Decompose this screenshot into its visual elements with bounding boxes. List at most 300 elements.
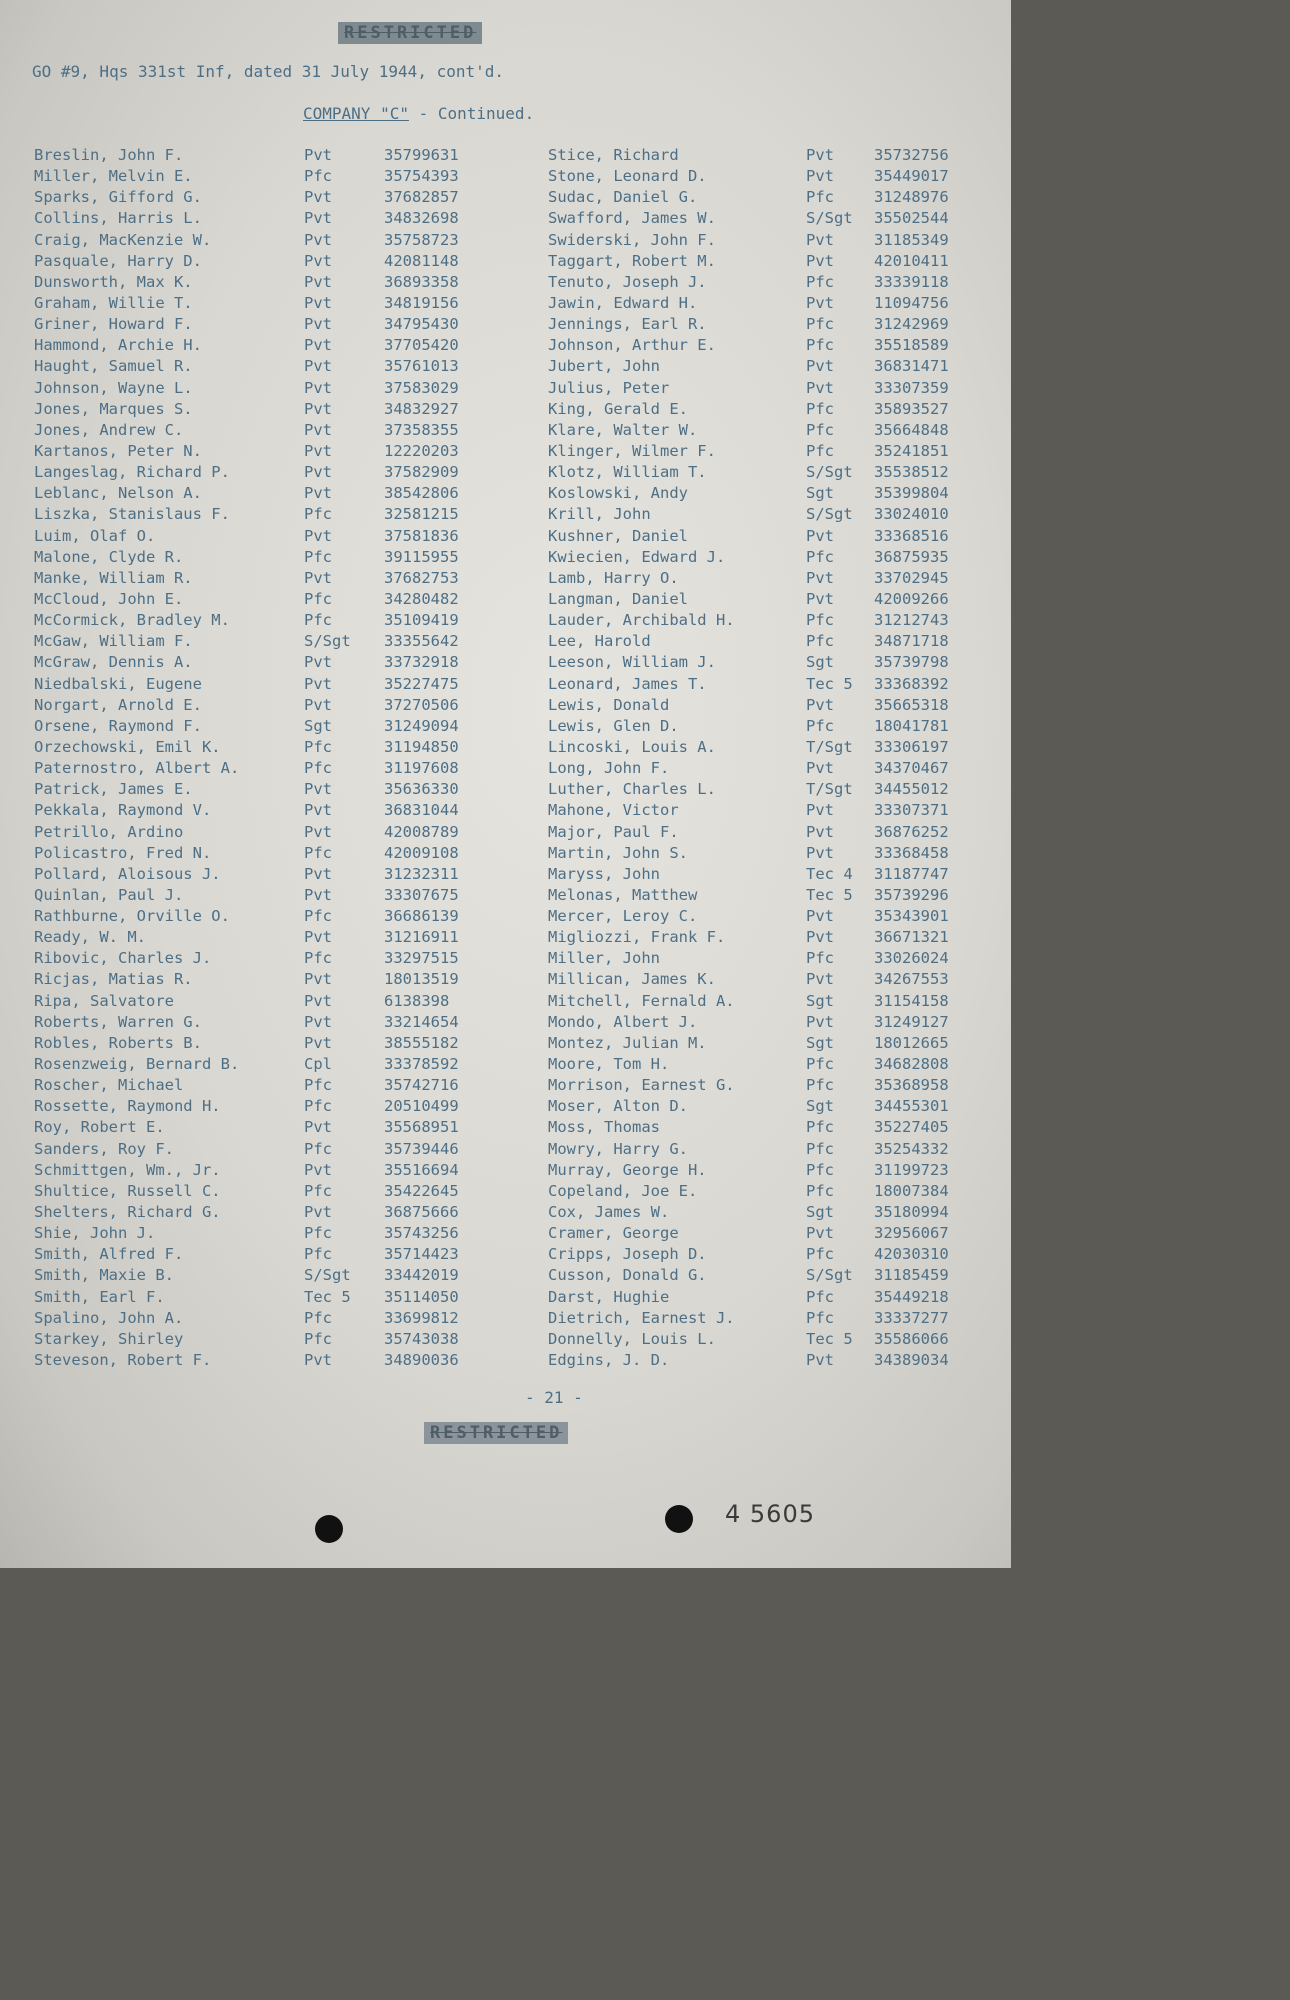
rank: Tec 4	[806, 864, 853, 883]
soldier-name: Major, Paul F.	[548, 822, 679, 841]
roster-row	[34, 336, 504, 357]
soldier-name: Dunsworth, Max K.	[34, 272, 193, 291]
rank: Pfc	[806, 441, 834, 460]
roster-row	[548, 611, 980, 632]
serial-number: 35799631	[384, 146, 459, 164]
roster-row	[34, 611, 504, 632]
soldier-name: Hammond, Archie H.	[34, 336, 202, 355]
roster-row	[548, 209, 980, 230]
roster-row	[34, 548, 504, 569]
rank: Pvt	[304, 1203, 332, 1222]
roster-row	[548, 801, 980, 822]
serial-number: 34389034	[874, 1351, 949, 1370]
soldier-name: Smith, Alfred F.	[34, 1245, 184, 1264]
rank: T/Sgt	[806, 737, 853, 756]
soldier-name: Luther, Charles L.	[548, 780, 716, 799]
serial-number: 37682753	[384, 568, 459, 587]
soldier-name: Langman, Daniel	[548, 589, 688, 608]
roster-row	[548, 780, 980, 801]
soldier-name: McGraw, Dennis A.	[34, 653, 193, 672]
restricted-stamp-bottom: RESTRICTED	[424, 1422, 568, 1444]
soldier-name: Steveson, Robert F.	[34, 1351, 212, 1370]
serial-number: 35714423	[384, 1245, 459, 1264]
roster-row	[34, 1013, 504, 1034]
roster-row	[548, 1097, 980, 1118]
serial-number: 35664848	[874, 420, 949, 439]
rank: Pvt	[304, 780, 332, 799]
rank: Pfc	[304, 949, 332, 968]
soldier-name: Mitchell, Fernald A.	[548, 991, 735, 1010]
rank: Pvt	[304, 336, 332, 355]
serial-number: 42009266	[874, 589, 949, 608]
soldier-name: Krill, John	[548, 505, 651, 524]
roster-row	[34, 1034, 504, 1055]
soldier-name: Manke, William R.	[34, 568, 193, 587]
soldier-name: Moore, Tom H.	[548, 1055, 670, 1074]
roster-row	[34, 527, 504, 548]
soldier-name: Paternostro, Albert A.	[34, 759, 240, 778]
serial-number: 35742716	[384, 1076, 459, 1095]
roster-row	[34, 421, 504, 442]
serial-number: 31185459	[874, 1266, 949, 1285]
serial-number: 39115955	[384, 547, 459, 566]
serial-number: 32956067	[874, 1224, 949, 1243]
roster-row	[34, 569, 504, 590]
serial-number: 33702945	[874, 568, 949, 587]
serial-number: 35739296	[874, 885, 949, 904]
rank: Pvt	[806, 568, 834, 587]
soldier-name: Millican, James K.	[548, 970, 716, 989]
serial-number: 34795430	[384, 315, 459, 334]
rank: Pvt	[304, 864, 332, 883]
soldier-name: Cripps, Joseph D.	[548, 1245, 707, 1264]
roster-row	[548, 167, 980, 188]
roster-row	[548, 970, 980, 991]
serial-number: 35586066	[874, 1329, 949, 1348]
serial-number: 33442019	[384, 1266, 459, 1285]
serial-number: 38542806	[384, 484, 459, 503]
serial-number: 37682857	[384, 188, 459, 207]
soldier-name: Leblanc, Nelson A.	[34, 484, 202, 503]
serial-number: 34455012	[874, 780, 949, 799]
rank: Pfc	[806, 949, 834, 968]
soldier-name: Breslin, John F.	[34, 146, 184, 164]
rank: Pvt	[304, 1012, 332, 1031]
soldier-name: Jones, Marques S.	[34, 399, 193, 418]
serial-number: 32581215	[384, 505, 459, 524]
roster-row	[34, 653, 504, 674]
soldier-name: Kartanos, Peter N.	[34, 441, 202, 460]
serial-number: 35399804	[874, 484, 949, 503]
roster-row	[548, 1351, 980, 1372]
roster-row	[34, 992, 504, 1013]
serial-number: 34682808	[874, 1055, 949, 1074]
soldier-name: Graham, Willie T.	[34, 293, 193, 312]
roster-row	[548, 738, 980, 759]
rank: Pvt	[304, 1160, 332, 1179]
soldier-name: Niedbalski, Eugene	[34, 674, 202, 693]
rank: Pvt	[304, 357, 332, 376]
rank: Pfc	[304, 1329, 332, 1348]
rank: Pfc	[304, 1224, 332, 1243]
rank: Pvt	[304, 146, 332, 164]
serial-number: 35761013	[384, 357, 459, 376]
serial-number: 34832927	[384, 399, 459, 418]
serial-number: 35343901	[874, 907, 949, 926]
rank: Pvt	[806, 357, 834, 376]
roster-row	[548, 949, 980, 970]
soldier-name: Cox, James W.	[548, 1203, 670, 1222]
serial-number: 35516694	[384, 1160, 459, 1179]
serial-number: 35518589	[874, 336, 949, 355]
rank: S/Sgt	[806, 505, 853, 524]
roster-row	[34, 273, 504, 294]
roster-row	[548, 1245, 980, 1266]
soldier-name: Malone, Clyde R.	[34, 547, 184, 566]
rank: Pvt	[806, 1224, 834, 1243]
serial-number: 35241851	[874, 441, 949, 460]
rank: Pfc	[806, 716, 834, 735]
serial-number: 42008789	[384, 822, 459, 841]
roster-row	[34, 1203, 504, 1224]
serial-number: 33307675	[384, 885, 459, 904]
roster-row	[34, 1288, 504, 1309]
serial-number: 35739446	[384, 1139, 459, 1158]
roster-row	[34, 1140, 504, 1161]
rank: Pvt	[304, 1033, 332, 1052]
soldier-name: Shie, John J.	[34, 1224, 156, 1243]
rank: Pvt	[304, 420, 332, 439]
roster-row	[548, 653, 980, 674]
soldier-name: Julius, Peter	[548, 378, 670, 397]
rank: Pfc	[806, 547, 834, 566]
soldier-name: Norgart, Arnold E.	[34, 695, 202, 714]
roster-row	[34, 759, 504, 780]
soldier-name: Rathburne, Orville O.	[34, 907, 230, 926]
roster-row	[548, 632, 980, 653]
soldier-name: Miller, John	[548, 949, 660, 968]
soldier-name: Petrillo, Ardino	[34, 822, 184, 841]
soldier-name: Liszka, Stanislaus F.	[34, 505, 230, 524]
soldier-name: Johnson, Wayne L.	[34, 378, 193, 397]
roster-row	[548, 759, 980, 780]
rank: Pfc	[304, 1076, 332, 1095]
soldier-name: Lauder, Archibald H.	[548, 611, 735, 630]
rank: Pvt	[806, 843, 834, 862]
roster-row	[34, 1224, 504, 1245]
rank: Pfc	[806, 1181, 834, 1200]
rank: Sgt	[806, 653, 834, 672]
rank: S/Sgt	[304, 1266, 351, 1285]
roster-row	[34, 252, 504, 273]
roster-row	[548, 231, 980, 252]
serial-number: 35227405	[874, 1118, 949, 1137]
serial-number: 33307371	[874, 801, 949, 820]
roster-row	[34, 780, 504, 801]
rank: Pvt	[806, 1351, 834, 1370]
serial-number: 20510499	[384, 1097, 459, 1116]
rank: Pvt	[304, 526, 332, 545]
rank: Tec 5	[806, 674, 853, 693]
soldier-name: Moss, Thomas	[548, 1118, 660, 1137]
roster-row	[548, 696, 980, 717]
rank: Pvt	[304, 653, 332, 672]
rank: Tec 5	[304, 1287, 351, 1306]
roster-row	[34, 865, 504, 886]
roster-row	[34, 315, 504, 336]
soldier-name: Smith, Earl F.	[34, 1287, 165, 1306]
rank: Pfc	[806, 272, 834, 291]
roster-row	[34, 1309, 504, 1330]
soldier-name: Ribovic, Charles J.	[34, 949, 212, 968]
soldier-name: Ricjas, Matias R.	[34, 970, 193, 989]
rank: Pfc	[304, 1181, 332, 1200]
serial-number: 33732918	[384, 653, 459, 672]
roster-row	[34, 442, 504, 463]
serial-number: 35665318	[874, 695, 949, 714]
serial-number: 35227475	[384, 674, 459, 693]
roster-left-column	[34, 146, 504, 1372]
rank: Pvt	[806, 759, 834, 778]
serial-number: 31194850	[384, 737, 459, 756]
soldier-name: Ripa, Salvatore	[34, 991, 174, 1010]
roster-row	[548, 400, 980, 421]
soldier-name: Orsene, Raymond F.	[34, 716, 202, 735]
soldier-name: Mowry, Harry G.	[548, 1139, 688, 1158]
soldier-name: Lee, Harold	[548, 632, 651, 651]
roster-row	[548, 1203, 980, 1224]
rank: Pvt	[304, 885, 332, 904]
soldier-name: Patrick, James E.	[34, 780, 193, 799]
serial-number: 18012665	[874, 1033, 949, 1052]
roster-row	[34, 379, 504, 400]
serial-number: 34871718	[874, 632, 949, 651]
rank: Pfc	[806, 1245, 834, 1264]
roster-row	[34, 1097, 504, 1118]
soldier-name: Maryss, John	[548, 864, 660, 883]
soldier-name: Collins, Harris L.	[34, 209, 202, 228]
roster-row	[548, 379, 980, 400]
soldier-name: Jennings, Earl R.	[548, 315, 707, 334]
soldier-name: King, Gerald E.	[548, 399, 688, 418]
soldier-name: Moser, Alton D.	[548, 1097, 688, 1116]
soldier-name: Klotz, William T.	[548, 463, 707, 482]
serial-number: 31249127	[874, 1012, 949, 1031]
soldier-name: Roy, Robert E.	[34, 1118, 165, 1137]
soldier-name: Jawin, Edward H.	[548, 293, 698, 312]
roster-row	[34, 675, 504, 696]
roster-row	[34, 823, 504, 844]
soldier-name: Pasquale, Harry D.	[34, 251, 202, 270]
serial-number: 34370467	[874, 759, 949, 778]
serial-number: 33378592	[384, 1055, 459, 1074]
rank: Pfc	[806, 611, 834, 630]
rank: Sgt	[806, 484, 834, 503]
roster-row	[548, 590, 980, 611]
soldier-name: Craig, MacKenzie W.	[34, 230, 212, 249]
roster-row	[548, 146, 980, 167]
roster-row	[34, 1245, 504, 1266]
roster-row	[548, 1330, 980, 1351]
rank: Pvt	[806, 822, 834, 841]
rank: Sgt	[806, 991, 834, 1010]
rank: Pvt	[304, 484, 332, 503]
soldier-name: Sanders, Roy F.	[34, 1139, 174, 1158]
rank: Pvt	[806, 378, 834, 397]
soldier-name: Klare, Walter W.	[548, 420, 698, 439]
rank: Pvt	[806, 230, 834, 249]
roster-row	[548, 1182, 980, 1203]
rank: Pfc	[304, 1308, 332, 1327]
roster-row	[34, 209, 504, 230]
rank: Pfc	[806, 420, 834, 439]
rank: Pfc	[806, 1160, 834, 1179]
soldier-name: Koslowski, Andy	[548, 484, 688, 503]
serial-number: 34890036	[384, 1351, 459, 1370]
roster-row	[548, 823, 980, 844]
soldier-name: Swafford, James W.	[548, 209, 716, 228]
roster-right-column	[548, 146, 980, 1372]
rank: Pfc	[304, 167, 332, 186]
serial-number: 33297515	[384, 949, 459, 968]
rank: Sgt	[806, 1203, 834, 1222]
rank: S/Sgt	[304, 632, 351, 651]
serial-number: 12220203	[384, 441, 459, 460]
restricted-stamp-top: RESTRICTED	[338, 22, 482, 44]
serial-number: 18013519	[384, 970, 459, 989]
roster-row	[548, 548, 980, 569]
soldier-name: Orzechowski, Emil K.	[34, 737, 221, 756]
rank: Sgt	[806, 1033, 834, 1052]
serial-number: 35568951	[384, 1118, 459, 1137]
serial-number: 6138398	[384, 991, 450, 1010]
soldier-name: Murray, George H.	[548, 1160, 707, 1179]
serial-number: 37358355	[384, 420, 459, 439]
rank: Pfc	[304, 843, 332, 862]
serial-number: 34819156	[384, 293, 459, 312]
soldier-name: Klinger, Wilmer F.	[548, 441, 716, 460]
roster-row	[34, 1351, 504, 1372]
roster-row	[34, 590, 504, 611]
rank: Pvt	[304, 801, 332, 820]
serial-number: 33368392	[874, 674, 949, 693]
rank: Pvt	[806, 695, 834, 714]
serial-number: 33214654	[384, 1012, 459, 1031]
rank: Pvt	[806, 251, 834, 270]
serial-number: 11094756	[874, 293, 949, 312]
rank: Pvt	[806, 1012, 834, 1031]
serial-number: 33355642	[384, 632, 459, 651]
rank: Tec 5	[806, 1329, 853, 1348]
company-subheader	[303, 104, 534, 123]
roster-row	[548, 505, 980, 526]
serial-number: 34455301	[874, 1097, 949, 1116]
soldier-name: Spalino, John A.	[34, 1308, 184, 1327]
rank: Pfc	[304, 1097, 332, 1116]
rank: Sgt	[806, 1097, 834, 1116]
soldier-name: Cusson, Donald G.	[548, 1266, 707, 1285]
serial-number: 34267553	[874, 970, 949, 989]
roster-row	[548, 188, 980, 209]
soldier-name: Swiderski, John F.	[548, 230, 716, 249]
soldier-name: Smith, Maxie B.	[34, 1266, 174, 1285]
roster-row	[548, 484, 980, 505]
roster-row	[34, 231, 504, 252]
serial-number: 37705420	[384, 336, 459, 355]
serial-number: 33337277	[874, 1308, 949, 1327]
serial-number: 31187747	[874, 864, 949, 883]
roster-row	[548, 844, 980, 865]
serial-number: 35449017	[874, 167, 949, 186]
roster-row	[34, 717, 504, 738]
soldier-name: Tenuto, Joseph J.	[548, 272, 707, 291]
serial-number: 36831471	[874, 357, 949, 376]
soldier-name: Jubert, John	[548, 357, 660, 376]
serial-number: 42081148	[384, 251, 459, 270]
serial-number: 36893358	[384, 272, 459, 291]
serial-number: 42009108	[384, 843, 459, 862]
rank: Pfc	[806, 1308, 834, 1327]
serial-number: 35754393	[384, 167, 459, 186]
roster-row	[34, 294, 504, 315]
roster-row	[34, 801, 504, 822]
roster-row	[548, 315, 980, 336]
rank: Pvt	[806, 907, 834, 926]
soldier-name: Leonard, James T.	[548, 674, 707, 693]
roster-row	[34, 146, 504, 167]
serial-number: 35502544	[874, 209, 949, 228]
rank: Pvt	[304, 251, 332, 270]
serial-number: 35109419	[384, 611, 459, 630]
serial-number: 18007384	[874, 1181, 949, 1200]
archive-number: 4 5605	[725, 1500, 815, 1528]
roster-row	[34, 928, 504, 949]
roster-row	[34, 1161, 504, 1182]
soldier-name: Pekkala, Raymond V.	[34, 801, 212, 820]
serial-number: 33024010	[874, 505, 949, 524]
serial-number: 33026024	[874, 949, 949, 968]
roster-row	[548, 273, 980, 294]
rank: Pvt	[806, 526, 834, 545]
serial-number: 35114050	[384, 1287, 459, 1306]
soldier-name: Leeson, William J.	[548, 653, 716, 672]
soldier-name: Long, John F.	[548, 759, 670, 778]
roster-row	[548, 1224, 980, 1245]
roster-row	[548, 1034, 980, 1055]
serial-number: 35739798	[874, 653, 949, 672]
rank: Pvt	[304, 293, 332, 312]
soldier-name: Donnelly, Louis L.	[548, 1329, 716, 1348]
soldier-name: Mercer, Leroy C.	[548, 907, 698, 926]
roster-row	[34, 632, 504, 653]
serial-number: 34280482	[384, 589, 459, 608]
rank: Pvt	[806, 801, 834, 820]
rank: Pvt	[304, 991, 332, 1010]
roster-row	[548, 527, 980, 548]
roster-row	[548, 463, 980, 484]
serial-number: 35254332	[874, 1139, 949, 1158]
roster-row	[548, 865, 980, 886]
serial-number: 35758723	[384, 230, 459, 249]
soldier-name: Quinlan, Paul J.	[34, 885, 184, 904]
company-title: COMPANY "C"	[303, 104, 409, 123]
serial-number: 35743256	[384, 1224, 459, 1243]
roster-row	[548, 675, 980, 696]
roster-row	[548, 1055, 980, 1076]
rank: S/Sgt	[806, 1266, 853, 1285]
soldier-name: Darst, Hughie	[548, 1287, 670, 1306]
roster-row	[548, 717, 980, 738]
